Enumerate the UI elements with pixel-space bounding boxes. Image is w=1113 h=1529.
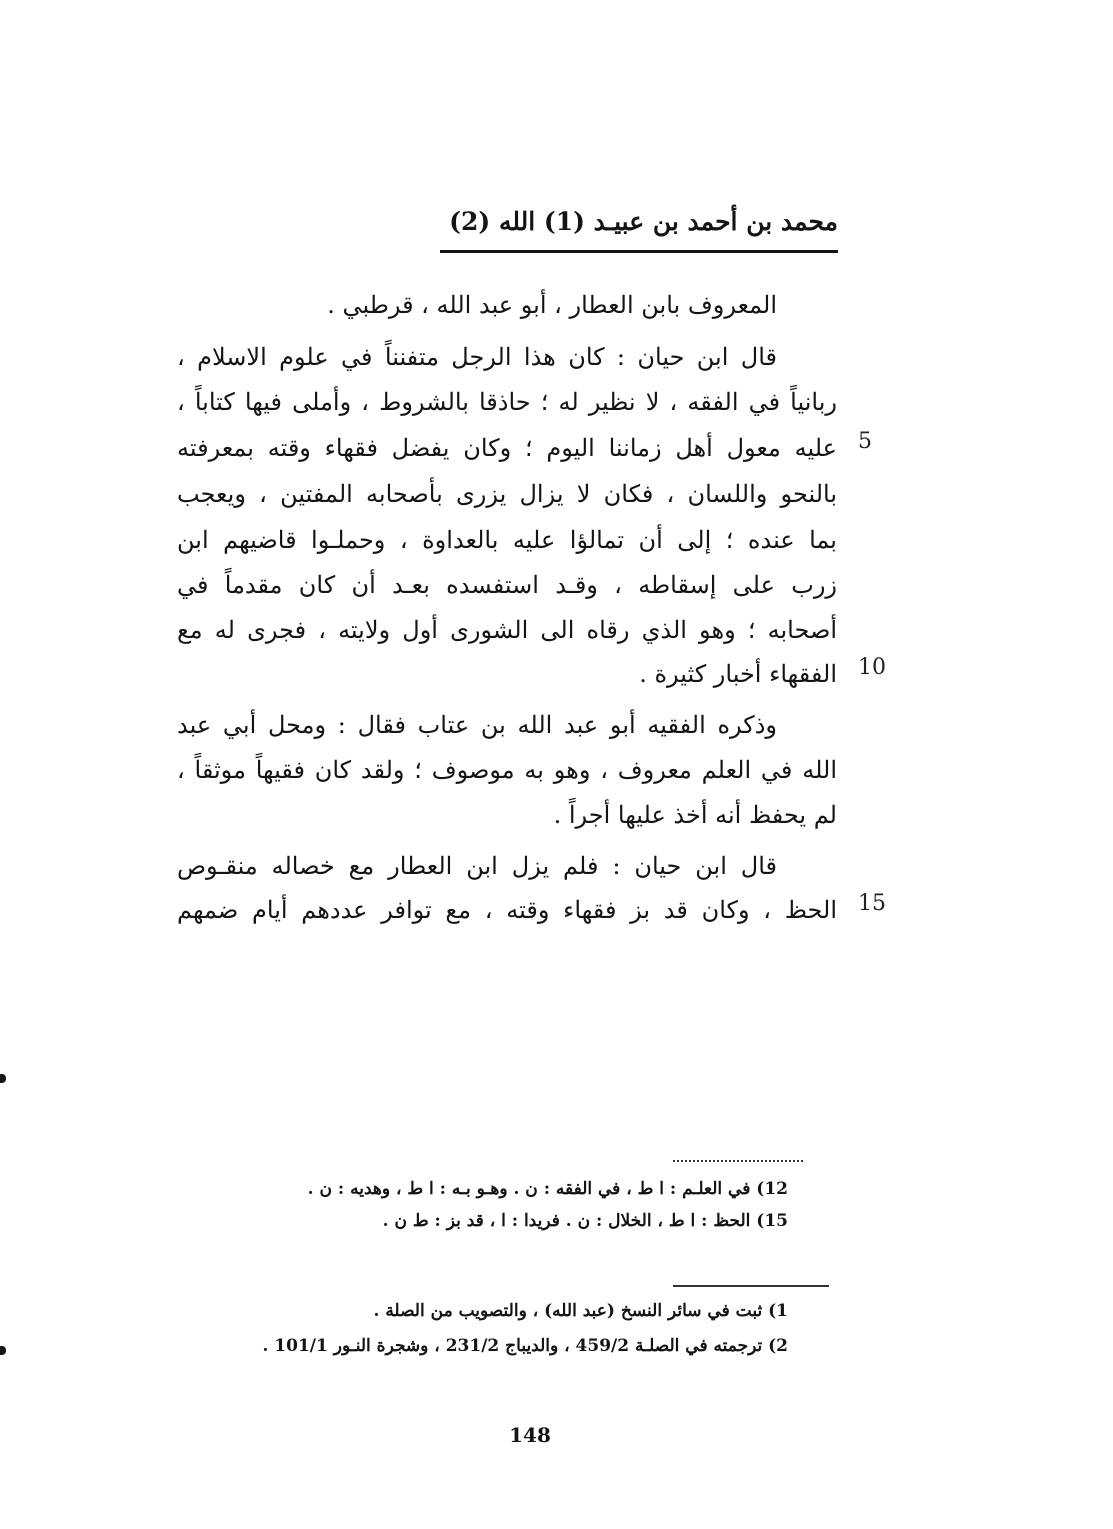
footnote: 1) ثبت في سائر النسخ (عبد الله) ، والتصويب من الصلة . xyxy=(373,1301,788,1321)
page-title: محمد بن أحمد بن عبيـد (1) الله (2) xyxy=(449,207,838,236)
footnotes-separator xyxy=(673,1285,829,1287)
body-line: عليه معول أهل زماننا اليوم ؛ وكان يفضل فقهاء وقته بمعرفته xyxy=(177,434,837,462)
scan-edge-mark xyxy=(0,1074,6,1083)
variant-notes-separator xyxy=(673,1160,803,1162)
body-line: الله في العلم معروف ، وهو به موصوف ؛ ولقد كان فقيهاً موثقاً ، xyxy=(177,756,837,784)
body-line: الفقهاء أخبار كثيرة . xyxy=(639,660,837,688)
body-line: قال ابن حيان : فلم يزل ابن العطار مع خصاله منقـوص xyxy=(177,852,777,880)
body-line: قال ابن حيان : كان هذا الرجل متفنناً في علوم الاسلام ، xyxy=(177,343,777,371)
title-underline xyxy=(440,250,838,253)
intro-line: المعروف بابن العطار ، أبو عبد الله ، قرطبي . xyxy=(327,291,777,319)
body-line: وذكره الفقيه أبو عبد الله بن عتاب فقال : ومحل أبي عبد xyxy=(177,711,777,739)
body-line: بما عنده ؛ إلى أن تمالؤا عليه بالعداوة ، وحملـوا قاضيهم ابن xyxy=(177,526,837,554)
scan-edge-mark xyxy=(0,1346,6,1355)
body-line: ربانياً في الفقه ، لا نظير له ؛ حاذقا بالشروط ، وأملى فيها كتاباً ، xyxy=(177,388,837,416)
body-line: لم يحفظ أنه أخذ عليها أجراً . xyxy=(553,801,837,829)
line-number: 10 xyxy=(858,655,886,680)
body-line: الحظ ، وكان قد بز فقهاء وقته ، مع توافر عددهم أيام ضمهم xyxy=(177,896,837,924)
line-number: 5 xyxy=(858,429,872,454)
footnote: 2) ترجمته في الصلـة 459/2 ، والديباج 231/2 ، وشجرة النـور 101/1 . xyxy=(262,1336,788,1356)
page-number: 148 xyxy=(509,1423,551,1447)
line-number: 15 xyxy=(858,891,886,916)
variant-note: 12) في العلـم : ا ط ، في الفقه : ن . وهـو بـه : ا ط ، وهديه : ن . xyxy=(307,1179,788,1199)
body-line: زرب على إسقاطه ، وقـد استفسده بعـد أن كان مقدماً في xyxy=(177,571,837,599)
variant-note: 15) الحظ : ا ط ، الخلال : ن . فريدا : ا ، قد بز : ط ن . xyxy=(382,1211,788,1231)
body-line: أصحابه ؛ وهو الذي رقاه الى الشورى أول ولايته ، فجرى له مع xyxy=(177,616,837,644)
body-line: بالنحو واللسان ، فكان لا يزال يزرى بأصحابه المفتين ، ويعجب xyxy=(177,480,837,508)
